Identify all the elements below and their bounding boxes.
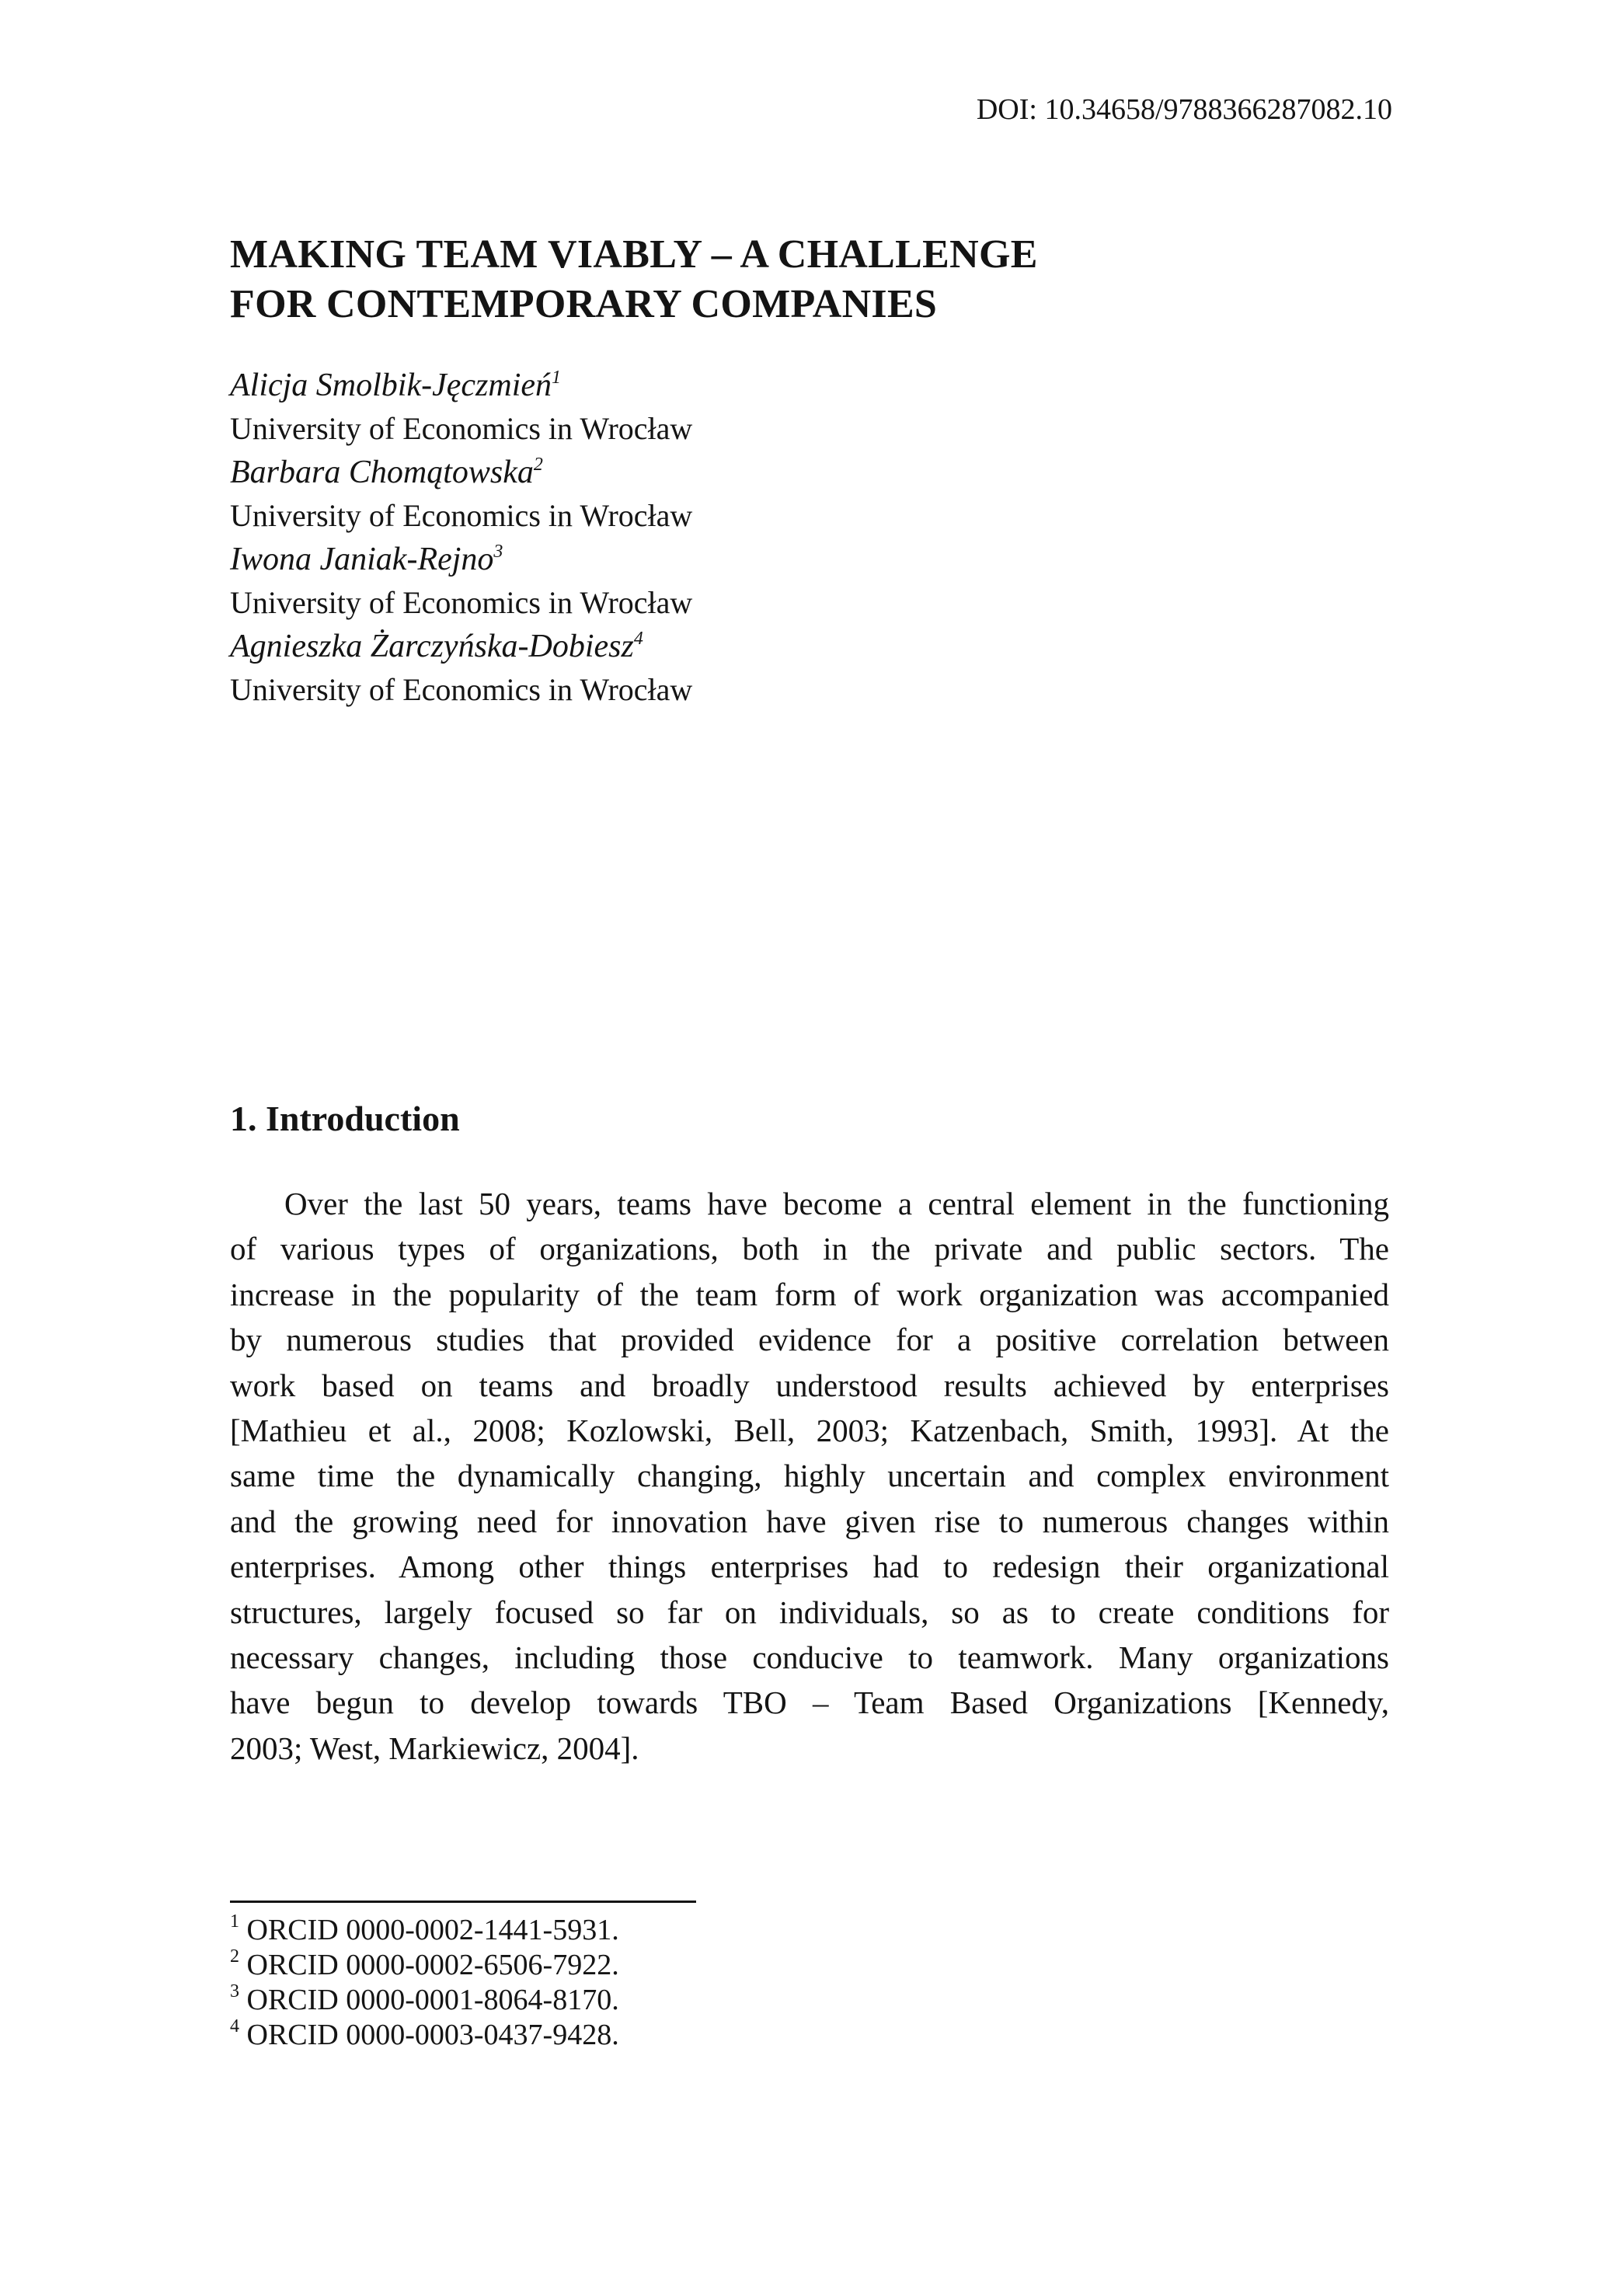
footnote: $^3$ ORCID 0000-0001-8064-8170. [230,1981,619,2016]
footnote-mark: 3 [493,542,503,562]
footnote: $^1$ ORCID 0000-0002-1441-5931. [230,1911,619,1946]
title-line-1: MAKING TEAM VIABLY – A CHALLENGE [230,232,1038,277]
author-list [230,364,1162,712]
paragraph-line: same time the dynamically changing, highly uncertain and complex environment [230,1458,1389,1494]
footnote-divider [230,1901,696,1903]
author-affiliation: University of Economics in Wrocław [230,411,693,446]
footnote: $^2$ ORCID 0000-0002-6506-7922. [230,1946,619,1981]
author-affiliation: University of Economics in Wrocław [230,498,693,533]
author-affiliation: University of Economics in Wrocław [230,585,693,620]
paragraph-line: enterprises. Among other things enterprises had to redesign their organizational [230,1549,1389,1585]
paragraph-line: and the growing need for innovation have given rise to numerous changes within [230,1503,1389,1539]
author-affiliation: University of Economics in Wrocław [230,672,693,707]
footnote-mark: 1 [552,368,562,388]
paragraph-line: of various types of organizations, both in the private and public sectors. The [230,1231,1389,1267]
paragraph-line: work based on teams and broadly understood results achieved by enterprises [230,1367,1389,1403]
paragraph-line: [Mathieu et al., 2008; Kozlowski, Bell, 2003; Katzenbach, Smith, 1993]. At the [230,1412,1389,1448]
footnote-mark: 1 [230,1911,239,1932]
footnote-mark: 4 [633,629,643,649]
paragraph-line: necessary changes, including those conducive to teamwork. Many organizations [230,1639,1389,1675]
paragraph-line: have begun to develop towards TBO – Team Based Organizations [Kennedy, [230,1685,1389,1721]
footnote-mark: 3 [230,1981,239,2002]
footnote-list [230,1913,1162,2053]
section-heading: 1. Introduction [230,1099,460,1138]
author-name: Alicja Smolbik-Jęczmień$^1$ [230,368,562,403]
paragraph-line: 2003; West, Markiewicz, 2004]. [230,1730,639,1766]
footnote-mark: 4 [230,2016,239,2036]
paper-title [230,230,1395,329]
footnote: $^4$ ORCID 0000-0003-0437-9428. [230,2016,619,2051]
footnote-mark: 2 [533,455,543,475]
title-line-2: FOR CONTEMPORARY COMPANIES [230,282,938,326]
paragraph-line: structures, largely focused so far on individuals, so as to create conditions for [230,1594,1389,1630]
author-name: Agnieszka Żarczyńska-Dobiesz$^4$ [230,629,643,664]
footnote-mark: 2 [230,1946,239,1967]
paragraph-line: increase in the popularity of the team form of work organization was accompanied [230,1276,1389,1312]
paragraph-line: Over the last 50 years, teams have become a central element in the functioning [284,1186,1389,1221]
paragraph-line: by numerous studies that provided evidence for a positive correlation between [230,1322,1389,1358]
author-name: Iwona Janiak-Rejno$^3$ [230,542,503,577]
author-name: Barbara Chomątowska$^2$ [230,455,543,490]
body-paragraph [230,1181,1389,1771]
doi-header: DOI: 10.34658/9788366287082.10 [976,93,1392,126]
